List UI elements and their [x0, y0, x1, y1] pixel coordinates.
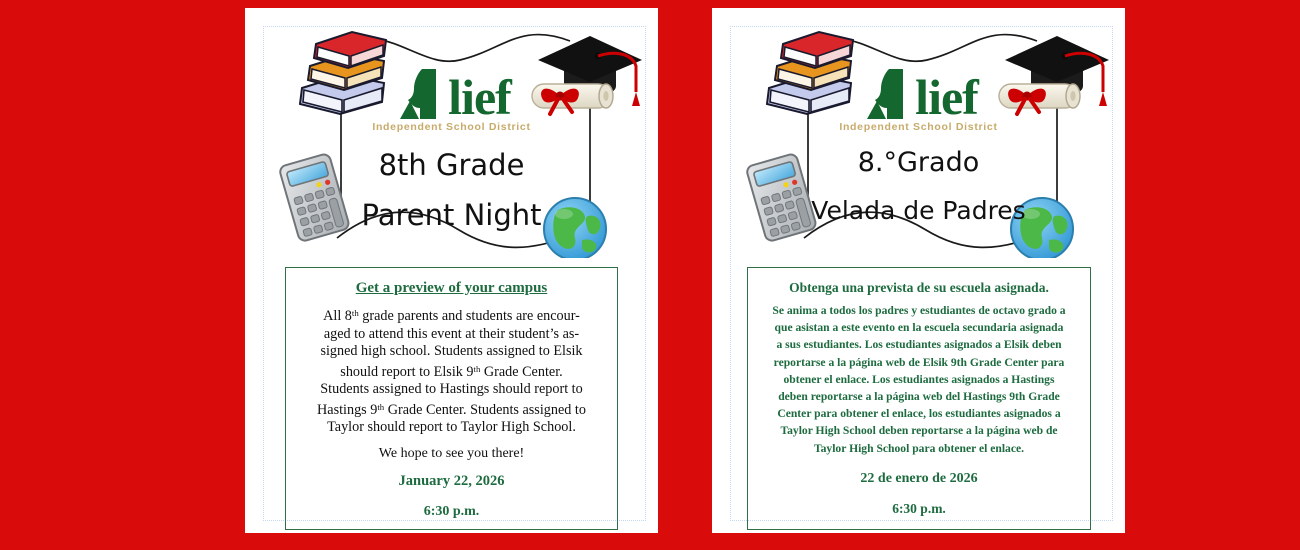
flyer-title-line2-english: Parent Night	[361, 198, 542, 232]
event-date-spanish: 22 de enero de 2026	[860, 470, 978, 486]
body-line: signed high school. Students assigned to Elsik	[320, 343, 583, 360]
flyer-title-line1-english: 8th Grade	[378, 148, 525, 182]
body-line: Se anima a todos los padres y estudiantes de octavo grado a	[772, 304, 1066, 317]
event-date-english: January 22, 2026	[398, 473, 505, 490]
event-time-english: 6:30 p.m.	[423, 504, 480, 520]
flyer-title-line2-spanish: Velada de Padres	[811, 196, 1026, 225]
body-line: obtener el enlace. Los estudiantes asignados a Hastings	[783, 372, 1055, 386]
body-line: All 8th grade parents and students are encour-	[323, 307, 580, 324]
body-line: Taylor High School deben reportarse a la página web de	[780, 424, 1058, 438]
body-line: a sus estudiantes. Los estudiantes asignados a Elsik deben	[776, 338, 1062, 352]
body-line: should report to Elsik 9th Grade Center.	[340, 363, 563, 380]
logo-tagline: Independent School District	[372, 121, 531, 133]
body-line: deben reportarse a la página web del Hastings 9th Grade	[778, 390, 1060, 404]
info-body-spanish	[756, 302, 1082, 457]
body-line: Center para obtener el enlace, los estudiantes asignados a	[777, 407, 1061, 421]
alief-a-mark-icon	[392, 68, 454, 120]
info-closing-english: We hope to see you there!	[378, 446, 525, 462]
body-line: reportarse a la página web de Elsik 9th Grade Center para	[773, 355, 1065, 369]
logo-tagline: Independent School District	[839, 121, 998, 133]
body-line: Hastings 9th Grade Center. Students assigned to	[317, 401, 586, 418]
body-line: Taylor High School para obtener el enlace.	[813, 441, 1025, 455]
body-line: Students assigned to Hastings should report to	[320, 381, 583, 398]
logo-wordmark: lief	[448, 69, 511, 125]
flyer-spanish	[712, 8, 1125, 533]
info-box-spanish	[747, 267, 1091, 530]
body-line: que asistan a este evento en la escuela secundaria asignada	[774, 321, 1064, 335]
alief-isd-logo-spanish	[712, 64, 1125, 133]
alief-a-mark-icon	[859, 68, 921, 120]
alief-isd-logo-english	[245, 64, 658, 133]
event-time-spanish: 6:30 p.m.	[892, 500, 946, 516]
info-heading-english: Get a preview of your campus	[355, 280, 548, 296]
info-box-english	[285, 267, 618, 530]
info-heading-spanish: Obtenga una prevista de su escuela asignada.	[789, 280, 1049, 295]
body-line: aged to attend this event at their student’s as-	[323, 325, 580, 342]
body-line: Taylor should report to Taylor High School.	[327, 419, 576, 436]
logo-wordmark: lief	[915, 69, 978, 125]
flyer-title-line1-spanish: 8.°Grado	[857, 147, 980, 178]
info-body-english	[294, 305, 609, 437]
flyer-english	[245, 8, 658, 533]
